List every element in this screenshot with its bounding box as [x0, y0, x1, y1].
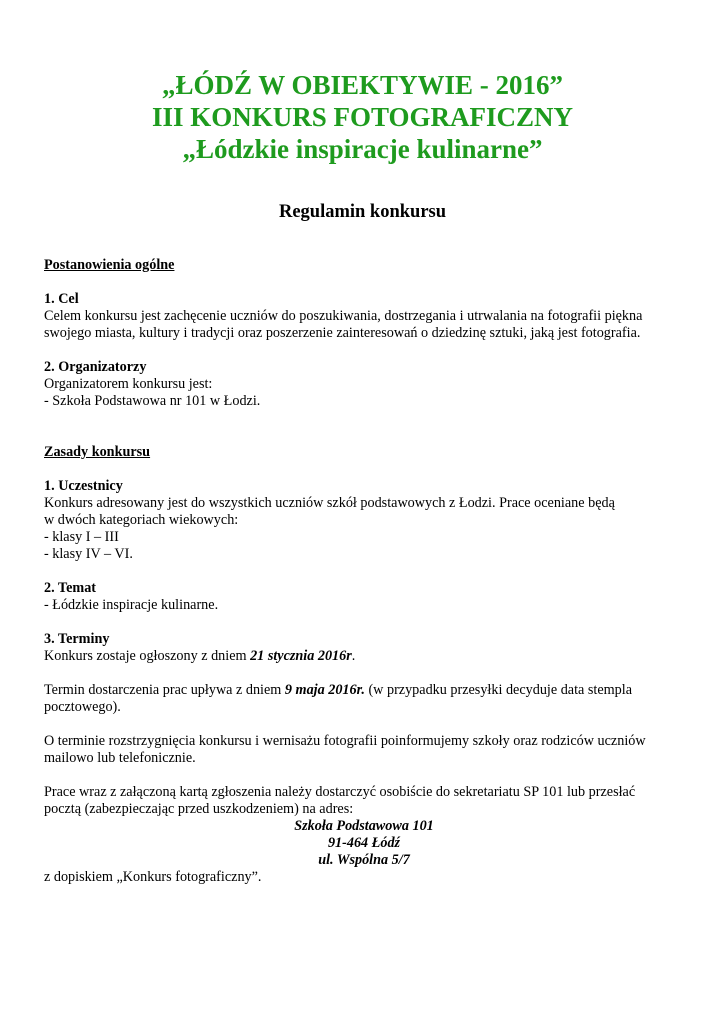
- title-line-2: III KONKURS FOTOGRAFICZNY: [151, 102, 574, 132]
- organizers-heading: 2. Organizatorzy: [44, 359, 147, 375]
- participants-category-2: - klasy IV – VI.: [44, 546, 133, 562]
- announce-suffix: .: [351, 648, 356, 664]
- announce-date: 21 stycznia 2016r: [250, 648, 352, 664]
- goal-heading: 1. Cel: [44, 291, 79, 307]
- theme-text: - Łódzkie inspiracje kulinarne.: [44, 597, 219, 613]
- title-line-3: „Łódzkie inspiracje kulinarne”: [182, 134, 543, 164]
- goal-text-1: Celem konkursu jest zachęcenie uczniów do poszukiwania, dostrzegania i utrwalania na fotografii piękna: [44, 308, 643, 324]
- section-heading-general: Postanowienia ogólne: [44, 257, 175, 273]
- delivery-text-2: pocztą (zabezpieczając przed uszkodzeniem) na adres:: [44, 801, 354, 817]
- results-text-2: mailowo lub telefonicznie.: [44, 750, 196, 766]
- participants-heading: 1. Uczestnicy: [44, 478, 123, 494]
- address-line-1: Szkoła Podstawowa 101: [294, 818, 434, 834]
- regulations-body: [44, 257, 684, 886]
- theme-heading: 2. Temat: [44, 580, 97, 596]
- deadline-text-2: pocztowego).: [44, 699, 121, 715]
- organizers-text-1: Organizatorem konkursu jest:: [44, 376, 213, 392]
- deadline-date: 9 maja 2016r.: [284, 682, 365, 698]
- participants-text-2: w dwóch kategoriach wiekowych:: [44, 512, 239, 528]
- organizers-text-2: - Szkoła Podstawowa nr 101 w Łodzi.: [44, 393, 261, 409]
- dates-heading: 3. Terminy: [44, 631, 110, 647]
- delivery-note: z dopiskiem „Konkurs fotograficzny”.: [44, 869, 262, 885]
- participants-category-1: - klasy I – III: [44, 529, 119, 545]
- title-line-1: „ŁÓDŹ W OBIEKTYWIE - 2016”: [161, 70, 564, 100]
- section-heading-rules: Zasady konkursu: [44, 444, 151, 460]
- results-text-1: O terminie rozstrzygnięcia konkursu i wernisażu fotografii poinformujemy szkoły oraz rodziców uczniów: [44, 733, 646, 749]
- goal-text-2: swojego miasta, kultury i tradycji oraz poszerzenie zainteresowań o dziedzinę sztuki, jaką jest fotografia.: [44, 325, 641, 341]
- address-line-3: ul. Wspólna 5/7: [318, 852, 410, 868]
- document-subtitle: Regulamin konkursu: [278, 202, 447, 222]
- deadline-suffix: (w przypadku przesyłki decyduje data stempla: [364, 682, 633, 698]
- announce-prefix: Konkurs zostaje ogłoszony z dniem: [44, 648, 251, 664]
- contest-title: [0, 69, 725, 165]
- participants-text-1: Konkurs adresowany jest do wszystkich uczniów szkół podstawowych z Łodzi. Prace oceniane będą: [44, 495, 615, 511]
- delivery-text-1: Prace wraz z załączoną kartą zgłoszenia należy dostarczyć osobiście do sekretariatu SP 101 lub przesłać: [44, 784, 636, 800]
- address-line-2: 91-464 Łódź: [327, 835, 401, 851]
- deadline-text-1: [44, 682, 684, 699]
- deadline-prefix: Termin dostarczenia prac upływa z dniem: [44, 682, 285, 698]
- announce-text: [44, 648, 684, 665]
